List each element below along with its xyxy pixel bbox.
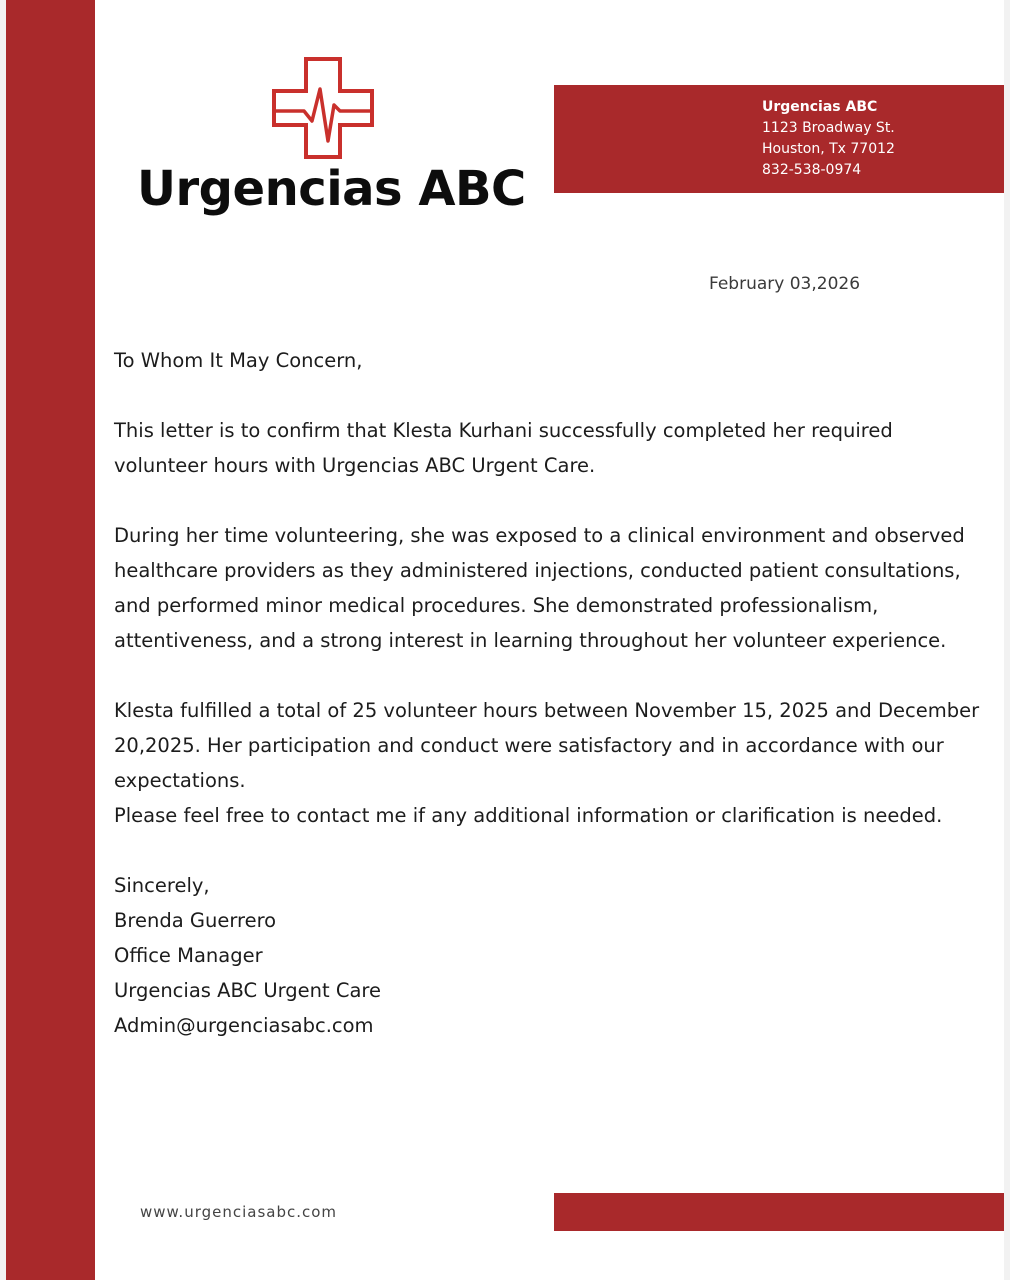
- footer-website: www.urgenciasabc.com: [140, 1203, 338, 1221]
- signer-title: Office Manager: [114, 944, 263, 967]
- header-address-line-1: 1123 Broadway St.: [762, 120, 895, 136]
- signer-name: Brenda Guerrero: [114, 909, 277, 932]
- paragraph-experience: During her time volunteering, she was exposed to a clinical environment and observed healthcare providers as they administered injections, conducted patient consultations, and performed minor medical procedures. She demonstrated professionalism, attentiveness, and a strong interest in learning throughout her volunteer experience.: [114, 524, 965, 652]
- signer-organization: Urgencias ABC Urgent Care: [114, 979, 381, 1002]
- left-accent-bar: [6, 0, 95, 1280]
- paragraph-hours: Klesta fulfilled a total of 25 volunteer hours between November 15, 2025 and December 20,2025. Her participation and conduct were satisfactory and in accordance with our expectations.: [114, 699, 980, 792]
- logo-wordmark: Urgencias ABC: [137, 161, 526, 217]
- header-org-name: Urgencias ABC: [762, 99, 878, 115]
- closing: Sincerely,: [114, 874, 210, 897]
- header-phone: 832-538-0974: [762, 162, 862, 178]
- header-contact-band: [554, 85, 1004, 193]
- header-contact-block: [762, 97, 895, 181]
- company-logo: [135, 55, 526, 225]
- medical-cross-heartbeat-icon: [270, 55, 376, 161]
- paragraph-confirmation: This letter is to confirm that Klesta Kurhani successfully completed her required volunteer hours with Urgencias ABC Urgent Care.: [114, 419, 893, 477]
- footer-accent-band: [554, 1193, 1004, 1231]
- header-address-line-2: Houston, Tx 77012: [762, 141, 895, 157]
- letter-body: [114, 343, 989, 1043]
- letter-date: February 03,2026: [709, 274, 861, 294]
- signer-email: Admin@urgenciasabc.com: [114, 1014, 374, 1037]
- salutation: To Whom It May Concern,: [114, 349, 363, 372]
- paragraph-contact: Please feel free to contact me if any additional information or clarification is needed.: [114, 804, 943, 827]
